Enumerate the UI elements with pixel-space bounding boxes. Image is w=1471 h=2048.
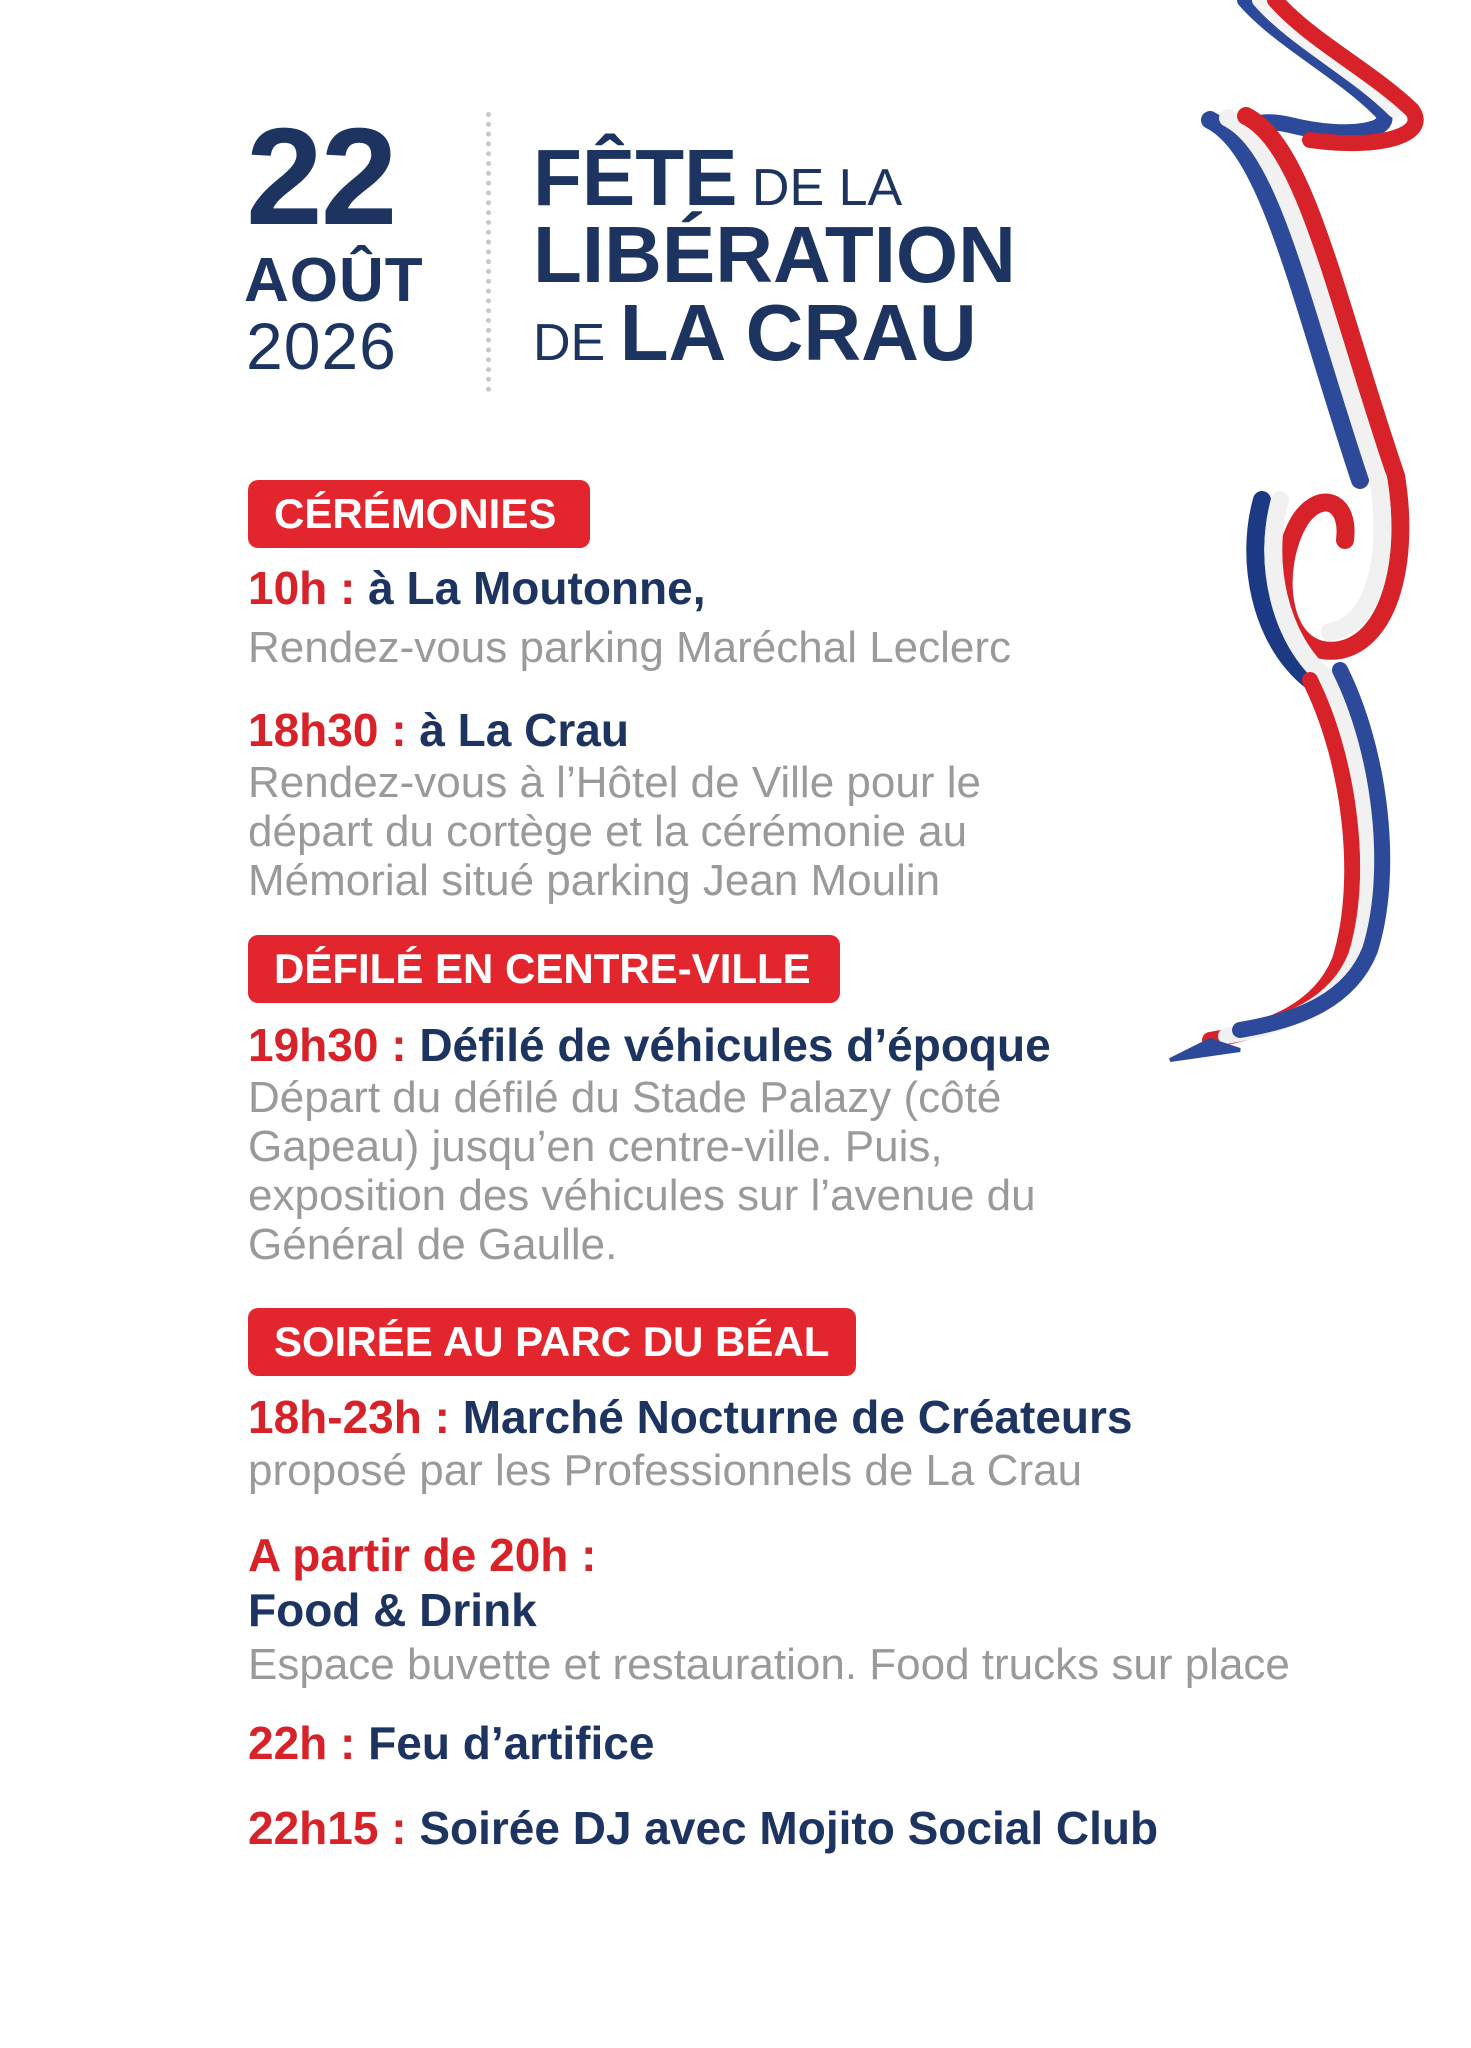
event-title: Food & Drink — [248, 1584, 537, 1636]
title-de: DE — [533, 314, 620, 372]
event-title: Soirée DJ avec Mojito Social Club — [419, 1802, 1159, 1854]
event-heading — [248, 1803, 1158, 1854]
event-time: 18h-23h : — [248, 1391, 463, 1443]
desc-line: Gapeau) jusqu’en centre-ville. Puis, — [248, 1122, 943, 1171]
title-de-la: DE LA — [737, 159, 903, 217]
desc-line: Espace buvette et restauration. Food trucks sur place — [248, 1640, 1290, 1689]
event-title: Feu d’artifice — [368, 1717, 655, 1769]
event-heading — [248, 705, 629, 756]
dotted-divider — [486, 112, 491, 392]
event-heading — [248, 1020, 1051, 1071]
event-description — [248, 758, 981, 905]
title-liberation: LIBÉRATION — [533, 210, 1016, 299]
event-description — [248, 1073, 1036, 1269]
title-line-3 — [533, 288, 977, 377]
event-description — [248, 623, 1011, 672]
french-flag-ribbon-icon — [1150, 0, 1450, 1080]
title-la-crau: LA CRAU — [619, 288, 977, 377]
desc-line: Départ du défilé du Stade Palazy (côté — [248, 1073, 1002, 1122]
title-line-1 — [533, 133, 903, 222]
section-defile-label: DÉFILÉ EN CENTRE-VILLE — [248, 935, 840, 1003]
desc-line: proposé par les Professionnels de La Crau — [248, 1446, 1083, 1495]
desc-line: Mémorial situé parking Jean Moulin — [248, 856, 941, 905]
event-title: Marché Nocturne de Créateurs — [462, 1391, 1133, 1443]
event-heading — [248, 1392, 1133, 1443]
desc-line: Général de Gaulle. — [248, 1220, 618, 1269]
date-month: AOÛT — [244, 246, 424, 315]
desc-line: Rendez-vous à l’Hôtel de Ville pour le — [248, 758, 981, 807]
event-time: 22h15 : — [248, 1802, 420, 1854]
event-time: 10h : — [248, 562, 369, 614]
event-description — [248, 1640, 1290, 1689]
event-time: 19h30 : — [248, 1019, 420, 1071]
event-title: à La Moutonne, — [368, 562, 706, 614]
desc-line: départ du cortège et la cérémonie au — [248, 807, 968, 856]
section-soiree-label: SOIRÉE AU PARC DU BÉAL — [248, 1308, 856, 1376]
section-ceremonies-label: CÉRÉMONIES — [248, 480, 590, 548]
date-year: 2026 — [246, 309, 397, 383]
event-heading — [248, 563, 705, 614]
event-heading — [248, 1718, 654, 1769]
event-time: 22h : — [248, 1717, 369, 1769]
event-description — [248, 1446, 1082, 1495]
desc-line: exposition des véhicules sur l’avenue du — [248, 1171, 1036, 1220]
date-day: 22 — [246, 100, 396, 254]
event-title: Défilé de véhicules d’époque — [419, 1019, 1051, 1071]
event-time: A partir de 20h : — [248, 1529, 597, 1581]
event-time: 18h30 : — [248, 704, 420, 756]
desc-line: Rendez-vous parking Maréchal Leclerc — [248, 623, 1012, 672]
event-title: à La Crau — [419, 704, 629, 756]
title-fete: FÊTE — [533, 133, 738, 222]
